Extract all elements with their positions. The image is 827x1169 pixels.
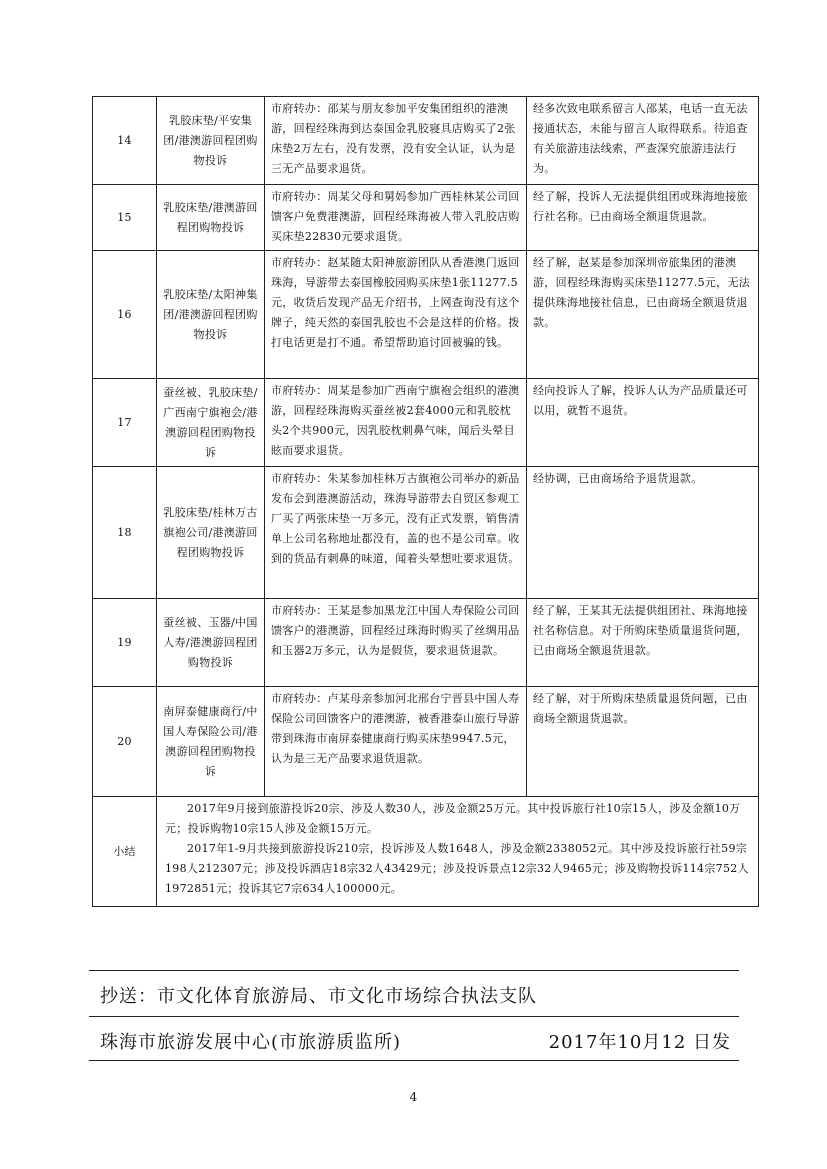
handling-result: 经协调，已由商场给予退货退款。 [527, 467, 759, 599]
table-row [93, 599, 759, 687]
complaint-type: 蚕丝被、玉器/中国人寿/港澳游回程团购物投诉 [157, 599, 265, 687]
complaint-type: 乳胶床垫/平安集团/港澳游回程团购物投诉 [157, 97, 265, 185]
complaint-detail: 市府转办：邵某与朋友参加平安集团组织的港澳游，回程经珠海到达泰国金乳胶寝具店购买了2张床垫2万左右，没有发票，没有安全认证，认为是三无产品要求退货。 [265, 97, 527, 185]
page-number: 4 [409, 1090, 418, 1104]
complaint-detail: 市府转办：周某是参加广西南宁旗袍会组织的港澳游，回程经珠海购买蚕丝被2套4000元和乳胶枕头2个共900元，因乳胶枕刺鼻气味，闻后头晕目眩而要求退货。 [265, 379, 527, 467]
row-number: 17 [93, 379, 157, 467]
table-row [93, 97, 759, 185]
row-number: 18 [93, 467, 157, 599]
handling-result: 经了解，对于所购床垫质量退货问题，已由商场全额退货退款。 [527, 687, 759, 797]
row-number: 16 [93, 251, 157, 379]
complaint-detail: 市府转办：王某是参加黑龙江中国人寿保险公司回馈客户的港澳游，回程经过珠海时购买了丝绸用品和玉器2万多元，认为是假货，要求退货退款。 [265, 599, 527, 687]
summary-row [93, 797, 759, 907]
footer-middle-rule [89, 1016, 739, 1017]
row-number: 19 [93, 599, 157, 687]
table-row [93, 251, 759, 379]
table-row [93, 467, 759, 599]
handling-result: 经了解，王某其无法提供组团社、珠海地接社名称信息。对于所购床垫质量退货问题，已由商场全额退货退款。 [527, 599, 759, 687]
handling-result: 经多次致电联系留言人邵某，电话一直无法接通状态，未能与留言人取得联系。待追查有关旅游违法线索，严查深究旅游违法行为。 [527, 97, 759, 185]
summary-paragraph-year-to-date: 2017年1-9月共接到旅游投诉210宗，投诉涉及人数1648人，涉及金额2338052元。其中涉及投诉旅行社59宗198人212307元；涉及投诉酒店18宗32人43429元；涉及投诉景点12宗32人9465元；涉及购物投诉114宗752人1972851元；投诉其它7宗634人100000元。 [165, 842, 749, 895]
complaint-detail: 市府转办：卢某母亲参加河北邢台宁晋县中国人寿保险公司回馈客户的港澳游，被香港泰山旅行导游带到珠海市南屏泰健康商行购买床垫9947.5元，认为是三无产品要求退货退款。 [265, 687, 527, 797]
complaint-detail: 市府转办：赵某随太阳神旅游团队从香港澳门返回珠海，导游带去泰国橡胶园购买床垫1张11277.5元，收货后发现产品无介绍书，上网查询没有这个牌子，纯天然的泰国乳胶也不会是这样的价格。拨打电话更是打不通。希望帮助追讨回被骗的钱。 [265, 251, 527, 379]
footer-bottom-rule [89, 1060, 739, 1061]
cc-line: 抄送：市文化体育旅游局、市文化市场综合执法支队 [100, 986, 537, 1007]
issuer-name: 珠海市旅游发展中心(市旅游质监所) [100, 1032, 402, 1053]
complaint-detail: 市府转办：朱某参加桂林万古旗袍公司举办的新品发布会到港澳游活动，珠海导游带去自贸区参观工厂买了两张床垫一万多元，没有正式发票，销售清单上公司名称地址都没有，盖的也不是公司章。收到的货品有刺鼻的味道，闻着头晕想吐要求退货。 [265, 467, 527, 599]
table-row [93, 687, 759, 797]
issue-date: 2017年10月12 日发 [548, 1032, 731, 1053]
summary-paragraph-september: 2017年9月接到旅游投诉20宗、涉及人数30人，涉及金额25万元。其中投诉旅行社10宗15人，涉及金额10万元；投诉购物10宗15人涉及金额15万元。 [165, 802, 741, 835]
summary-text [157, 797, 759, 907]
complaint-type: 乳胶床垫/桂林万古旗袍公司/港澳游回程团购物投诉 [157, 467, 265, 599]
summary-label: 小结 [93, 797, 157, 907]
footer-top-rule [89, 970, 739, 971]
complaint-type: 乳胶床垫/太阳神集团/港澳游回程团购物投诉 [157, 251, 265, 379]
handling-result: 经了解，投诉人无法提供组团或珠海地接旅行社名称。已由商场全额退货退款。 [527, 185, 759, 251]
complaint-detail: 市府转办：周某父母和舅妈参加广西桂林某公司回馈客户免费港澳游，回程经珠海被人带入乳胶店购买床垫22830元要求退货。 [265, 185, 527, 251]
handling-result: 经向投诉人了解，投诉人认为产品质量还可以用，就暂不退货。 [527, 379, 759, 467]
complaint-type: 蚕丝被、乳胶床垫/广西南宁旗袍会/港澳游回程团购物投诉 [157, 379, 265, 467]
handling-result: 经了解，赵某是参加深圳帝旅集团的港澳游，回程经珠海购买床垫11277.5元，无法提供珠海地接社信息，已由商场全额退货退款。 [527, 251, 759, 379]
complaint-type: 乳胶床垫/港澳游回程团购物投诉 [157, 185, 265, 251]
row-number: 15 [93, 185, 157, 251]
row-number: 20 [93, 687, 157, 797]
row-number: 14 [93, 97, 157, 185]
complaints-table [92, 96, 759, 907]
table-row [93, 379, 759, 467]
table-row [93, 185, 759, 251]
complaint-type: 南屏泰健康商行/中国人寿保险公司/港澳游回程团购物投诉 [157, 687, 265, 797]
